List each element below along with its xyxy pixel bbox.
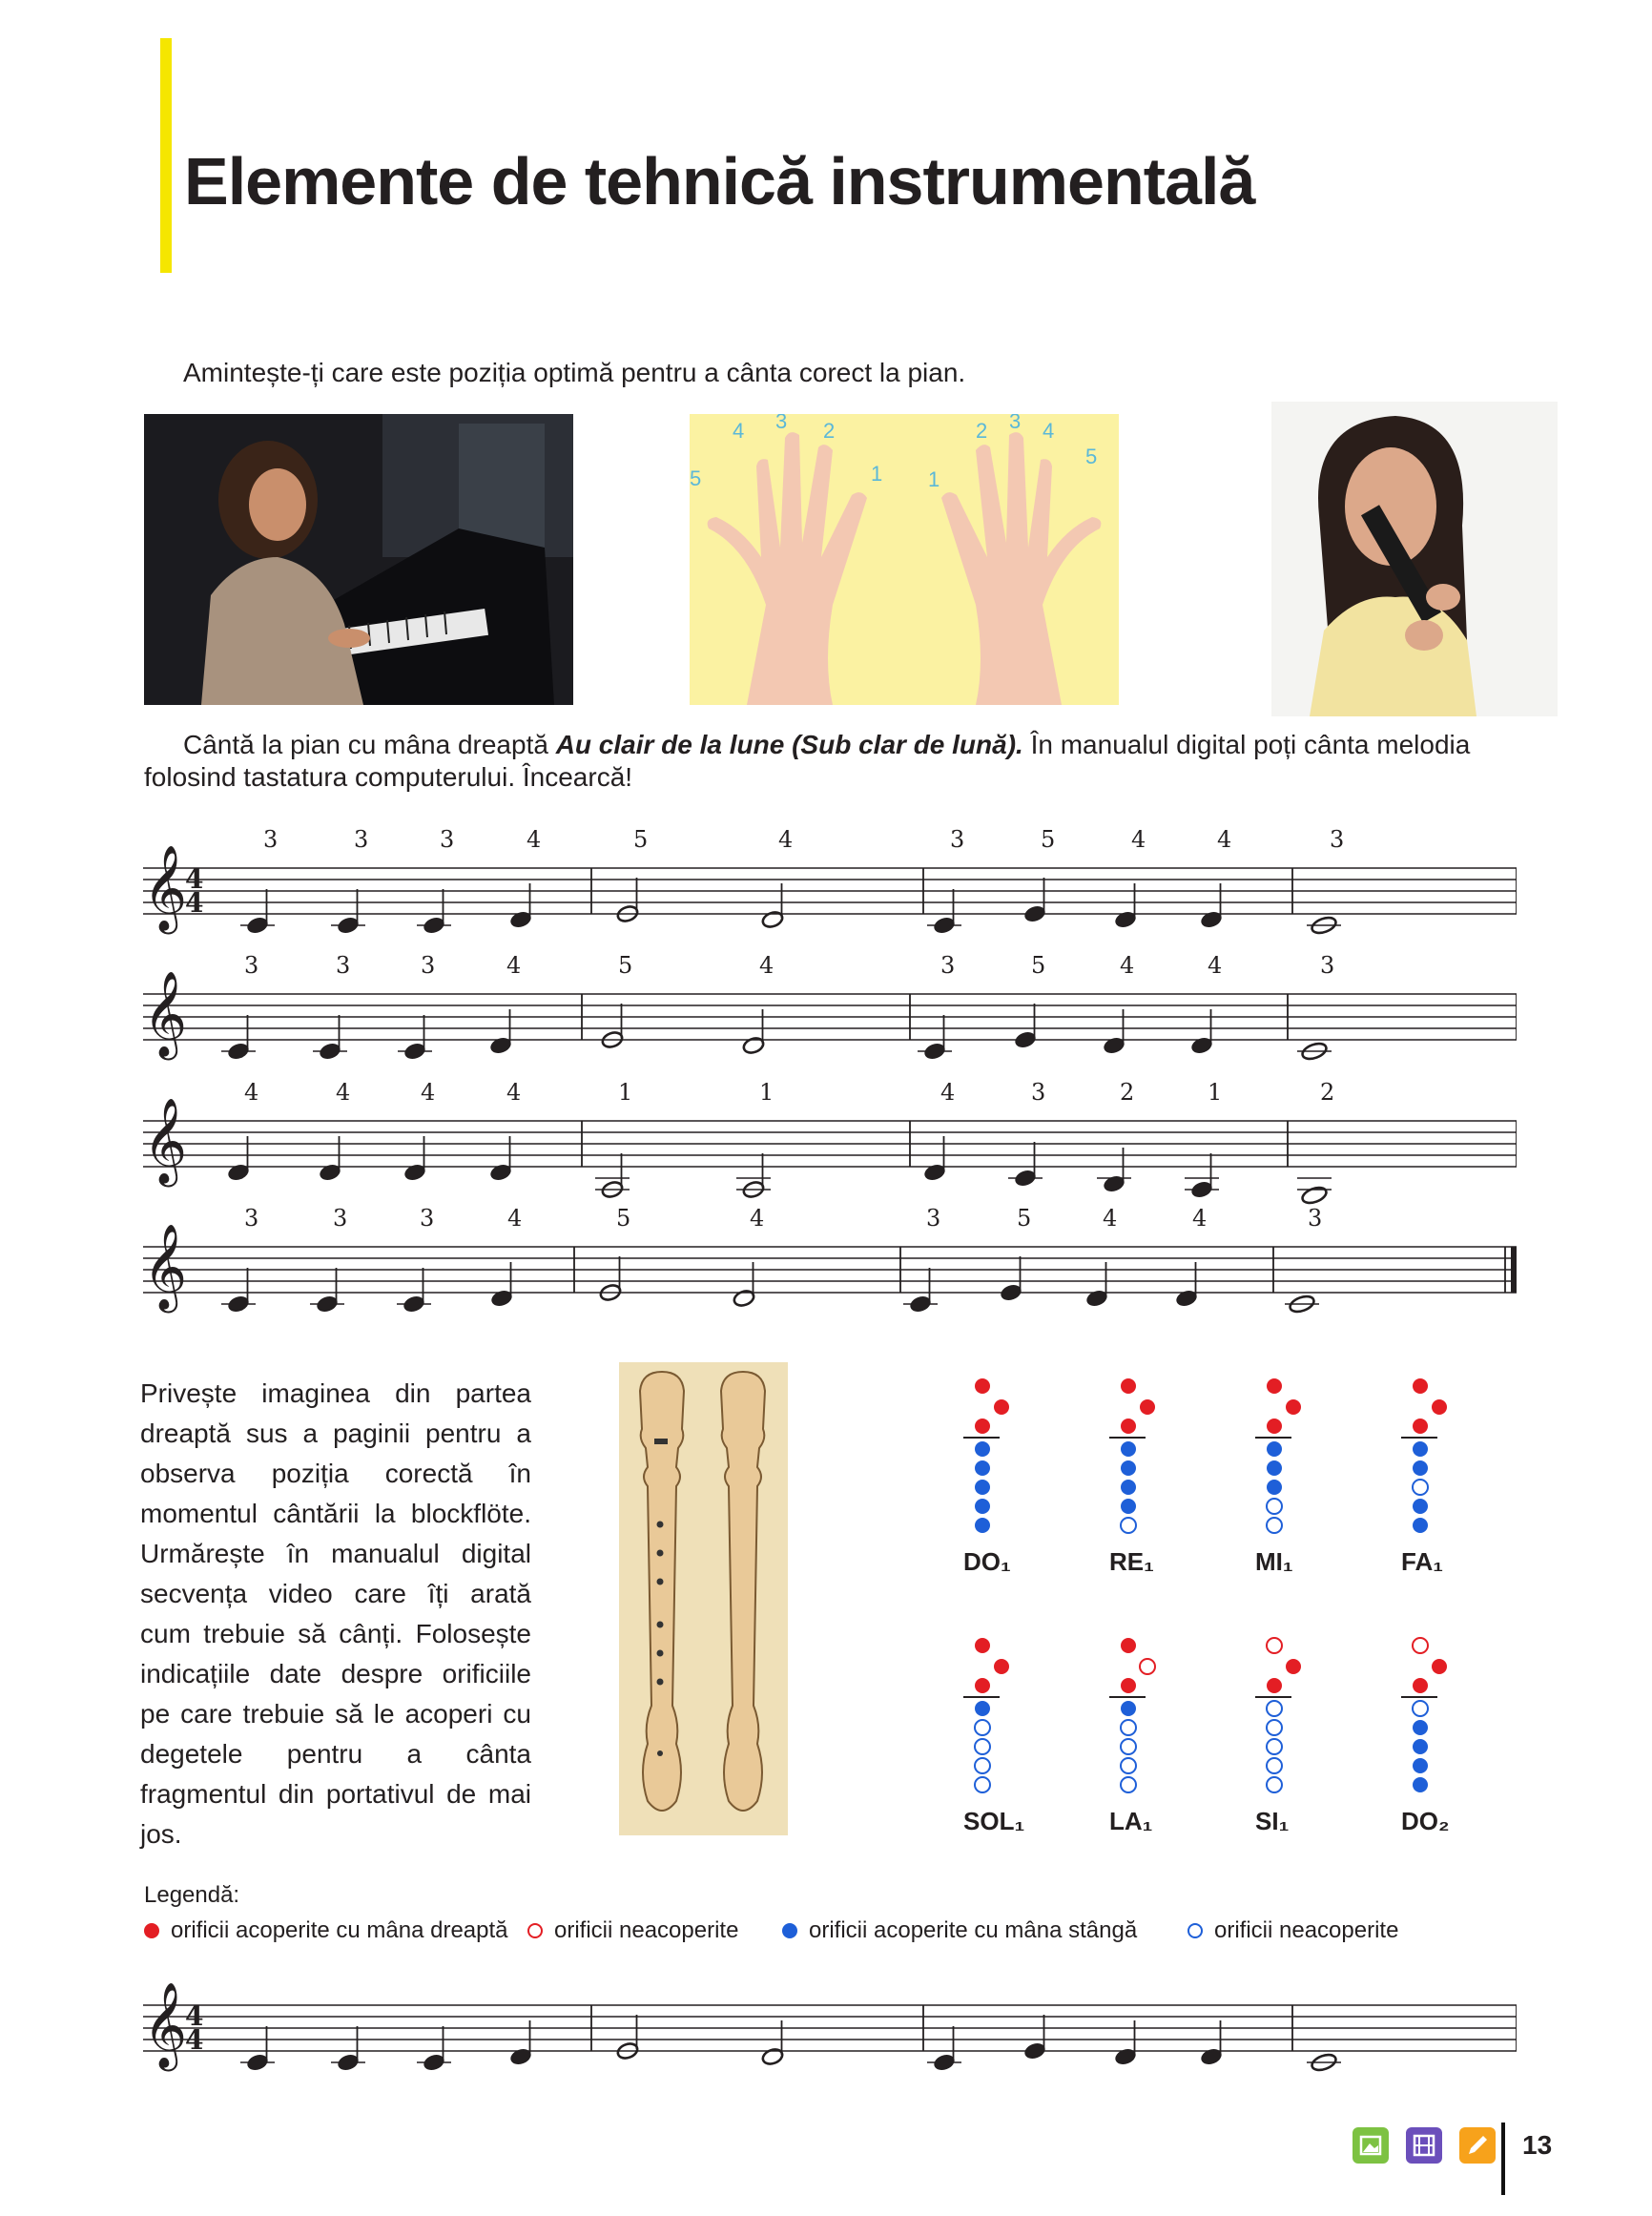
finger-number: 1	[928, 467, 940, 491]
covered-hole-icon	[1267, 1460, 1282, 1476]
music-staff	[143, 954, 1517, 1078]
open-hole-icon	[1121, 1758, 1136, 1773]
open-hole-icon	[975, 1758, 990, 1773]
fingering-diagram	[1255, 1378, 1301, 1576]
covered-hole-icon	[994, 1659, 1009, 1674]
note-head	[733, 1289, 756, 1308]
note-head	[423, 2053, 446, 2072]
note-head	[227, 1042, 251, 1061]
instruction-rest: În manualul digital poți cânta melodia folosind tastatura computerului. Încearcă!	[144, 730, 1471, 792]
finger-number: 4	[1217, 828, 1232, 853]
finger-number: 4	[759, 954, 774, 979]
note-head	[489, 1036, 513, 1055]
footer-divider	[1501, 2123, 1505, 2195]
recorder-instructions: Privește imaginea din partea dreaptă sus a paginii pentru a observa poziția corectă în momentul cântării la blockflöte. Urmărește în manualul digital secvența video care îți arată cum trebuie să cânți. Folosește indicațiile date despre orificiile pe care trebuie să le acoperi cu degetele pentru a cânta fragmentul din portativul de mai jos.	[140, 1378, 531, 1849]
note-head	[1023, 2041, 1047, 2061]
finger-number: 1	[1208, 1081, 1223, 1106]
covered-hole-icon	[1121, 1441, 1136, 1457]
music-staff	[143, 1081, 1517, 1205]
covered-hole-icon	[1140, 1399, 1155, 1415]
covered-hole-icon	[975, 1701, 990, 1716]
finger-number: 3	[1320, 954, 1335, 979]
blue-empty-dot-icon	[1187, 1923, 1203, 1938]
covered-hole-icon	[1413, 1758, 1428, 1773]
open-hole-icon	[1121, 1739, 1136, 1754]
open-hole-icon	[1121, 1777, 1136, 1792]
note-name-label: DO₂	[1401, 1807, 1450, 1835]
covered-hole-icon	[1121, 1480, 1136, 1495]
covered-hole-icon	[1121, 1499, 1136, 1514]
note-head	[423, 916, 446, 935]
finger-number: 4	[1192, 1207, 1208, 1232]
open-hole-icon	[1140, 1659, 1155, 1674]
legend-item	[527, 1917, 738, 1944]
video-icon[interactable]	[1406, 2127, 1442, 2164]
note-head	[761, 2047, 785, 2066]
note-head	[490, 1289, 514, 1308]
note-head	[923, 1163, 947, 1182]
red-filled-dot-icon	[144, 1923, 159, 1938]
finger-number: 3	[336, 954, 351, 979]
song-title: Au clair de la lune (Sub clar de lună).	[555, 730, 1023, 759]
finger-number: 4	[1103, 1207, 1118, 1232]
finger-number: 3	[421, 954, 436, 979]
note-head	[909, 1294, 933, 1314]
finger-number: 2	[1320, 1081, 1335, 1106]
legend-title: Legendă:	[144, 1882, 240, 1908]
finger-number: 1	[871, 462, 883, 486]
note-head	[1200, 2047, 1224, 2066]
finger-number: 3	[244, 1207, 259, 1232]
finger-number: 4	[940, 1081, 956, 1106]
covered-hole-icon	[1121, 1378, 1136, 1394]
open-hole-icon	[1121, 1720, 1136, 1735]
pencil-icon[interactable]	[1459, 2127, 1496, 2164]
finger-number: 4	[1043, 419, 1055, 443]
finger-number: 5	[690, 466, 702, 490]
finger-number: 4	[336, 1081, 351, 1106]
finger-number: 4	[778, 828, 794, 853]
covered-hole-icon	[975, 1460, 990, 1476]
note-head	[509, 2047, 533, 2066]
covered-hole-icon	[1267, 1441, 1282, 1457]
finger-number: 1	[759, 1081, 774, 1106]
legend-label: orificii acoperite cu mâna stângă	[809, 1917, 1138, 1943]
covered-hole-icon	[1286, 1399, 1301, 1415]
blue-filled-dot-icon	[782, 1923, 797, 1938]
treble-clef-icon: 𝄞	[143, 845, 188, 931]
finger-number: 5	[1041, 828, 1056, 853]
finger-number: 4	[506, 1081, 522, 1106]
note-head	[319, 1163, 342, 1182]
covered-hole-icon	[1413, 1441, 1428, 1457]
covered-hole-icon	[1267, 1480, 1282, 1495]
covered-hole-icon	[1413, 1460, 1428, 1476]
finger-number: 4	[506, 954, 522, 979]
finger-number: 4	[733, 419, 745, 443]
time-signature-top: 4	[185, 2000, 204, 2032]
covered-hole-icon	[1121, 1460, 1136, 1476]
legend-item	[1187, 1917, 1398, 1944]
covered-hole-icon	[975, 1638, 990, 1653]
finger-number: 4	[244, 1081, 259, 1106]
note-head	[1200, 910, 1224, 929]
legend-item	[782, 1917, 1137, 1944]
covered-hole-icon	[1121, 1701, 1136, 1716]
note-head	[1103, 1174, 1126, 1193]
finger-number: 3	[1009, 414, 1022, 433]
treble-clef-icon: 𝄞	[143, 971, 188, 1057]
final-bar-line	[1511, 1247, 1517, 1293]
covered-hole-icon	[1267, 1378, 1282, 1394]
covered-hole-icon	[1413, 1378, 1428, 1394]
fingering-diagram	[1401, 1638, 1450, 1835]
note-head	[337, 2053, 361, 2072]
covered-hole-icon	[1413, 1739, 1428, 1754]
open-hole-icon	[1413, 1638, 1428, 1653]
finger-number: 3	[1308, 1207, 1323, 1232]
legend-label: orificii acoperite cu mâna dreaptă	[171, 1917, 508, 1943]
open-hole-icon	[1267, 1777, 1282, 1792]
finger-number: 2	[976, 419, 988, 443]
covered-hole-icon	[1121, 1678, 1136, 1693]
finger-number: 3	[950, 828, 965, 853]
page-title: Elemente de tehnică instrumentală	[184, 144, 1255, 218]
note-head	[489, 1163, 513, 1182]
open-hole-icon	[1121, 1518, 1136, 1533]
finger-number: 5	[616, 1207, 631, 1232]
open-hole-icon	[1267, 1518, 1282, 1533]
recorder-player-photo	[1271, 402, 1558, 716]
finger-number: 3	[263, 828, 279, 853]
note-head	[1114, 910, 1138, 929]
fingering-diagram	[963, 1638, 1024, 1835]
note-head	[1023, 904, 1047, 923]
legend-item	[144, 1917, 508, 1944]
note-head	[742, 1036, 766, 1055]
legend-label: orificii neacoperite	[1214, 1917, 1399, 1943]
covered-hole-icon	[1267, 1419, 1282, 1434]
covered-hole-icon	[1413, 1499, 1428, 1514]
note-head	[1014, 1030, 1038, 1049]
open-hole-icon	[1267, 1499, 1282, 1514]
finger-number: 3	[440, 828, 455, 853]
note-head	[227, 1163, 251, 1182]
music-staff	[143, 1207, 1517, 1331]
note-head	[509, 910, 533, 929]
note-head	[1190, 1036, 1214, 1055]
treble-clef-icon: 𝄞	[143, 1224, 188, 1310]
covered-hole-icon	[975, 1419, 990, 1434]
open-hole-icon	[1267, 1720, 1282, 1735]
finger-number: 4	[1120, 954, 1135, 979]
treble-clef-icon: 𝄞	[143, 1982, 188, 2068]
note-name-label: LA₁	[1109, 1807, 1153, 1835]
note-head	[316, 1294, 340, 1314]
open-hole-icon	[1413, 1701, 1428, 1716]
note-name-label: MI₁	[1255, 1547, 1293, 1576]
page-number: 13	[1522, 2130, 1553, 2160]
time-signature-bottom: 4	[185, 2024, 204, 2056]
fingering-diagram	[1109, 1378, 1155, 1576]
covered-hole-icon	[994, 1399, 1009, 1415]
note-head	[1114, 2047, 1138, 2066]
finger-number: 3	[1330, 828, 1345, 853]
finger-number: 5	[633, 828, 649, 853]
image-icon[interactable]	[1353, 2127, 1389, 2164]
note-head	[337, 916, 361, 935]
fingering-diagram	[1109, 1638, 1155, 1835]
instruction-text	[144, 729, 1527, 794]
open-hole-icon	[1267, 1701, 1282, 1716]
finger-number: 3	[354, 828, 369, 853]
note-head	[923, 1042, 947, 1061]
note-head	[319, 1042, 342, 1061]
note-head	[1085, 1289, 1109, 1308]
covered-hole-icon	[975, 1678, 990, 1693]
fingering-diagram	[963, 1378, 1011, 1576]
note-head	[933, 2053, 957, 2072]
covered-hole-icon	[1413, 1720, 1428, 1735]
finger-number: 4	[1208, 954, 1223, 979]
note-head	[761, 910, 785, 929]
note-name-label: SOL₁	[963, 1807, 1025, 1835]
covered-hole-icon	[975, 1499, 990, 1514]
open-hole-icon	[1267, 1638, 1282, 1653]
covered-hole-icon	[1286, 1659, 1301, 1674]
open-hole-icon	[975, 1720, 990, 1735]
instruction-lead: Cântă la pian cu mâna dreaptă	[183, 730, 556, 759]
covered-hole-icon	[1121, 1638, 1136, 1653]
covered-hole-icon	[975, 1518, 990, 1533]
covered-hole-icon	[975, 1378, 990, 1394]
red-empty-dot-icon	[527, 1923, 543, 1938]
covered-hole-icon	[1413, 1419, 1428, 1434]
time-signature-bottom: 4	[185, 887, 204, 919]
covered-hole-icon	[1413, 1777, 1428, 1792]
covered-hole-icon	[1267, 1678, 1282, 1693]
finger-number: 4	[750, 1207, 765, 1232]
intro-text: Amintește-ți care este poziția optimă pentru a cânta corect la pian.	[183, 358, 966, 387]
finger-number: 5	[618, 954, 633, 979]
finger-number: 3	[926, 1207, 941, 1232]
note-head	[1175, 1289, 1199, 1308]
note-name-label: DO₁	[963, 1547, 1011, 1576]
recorder-illustration	[619, 1362, 788, 1835]
finger-number: 3	[420, 1207, 435, 1232]
finger-number: 4	[1131, 828, 1146, 853]
open-hole-icon	[975, 1777, 990, 1792]
finger-number: 4	[421, 1081, 436, 1106]
covered-hole-icon	[1432, 1399, 1447, 1415]
practice-staff	[143, 1965, 1517, 2089]
title-accent-bar	[160, 38, 172, 273]
note-name-label: SI₁	[1255, 1807, 1290, 1835]
finger-number: 5	[1031, 954, 1046, 979]
fingering-diagram	[1401, 1378, 1447, 1576]
covered-hole-icon	[1413, 1518, 1428, 1533]
covered-hole-icon	[1121, 1419, 1136, 1434]
open-hole-icon	[1413, 1480, 1428, 1495]
covered-hole-icon	[1432, 1659, 1447, 1674]
finger-number: 5	[1085, 445, 1098, 468]
note-head	[1300, 1185, 1328, 1205]
finger-number: 4	[527, 828, 542, 853]
open-hole-icon	[1267, 1739, 1282, 1754]
note-name-label: FA₁	[1401, 1547, 1443, 1576]
finger-number: 3	[1031, 1081, 1046, 1106]
note-head	[1103, 1036, 1126, 1055]
note-head	[246, 2053, 270, 2072]
note-head	[403, 1163, 427, 1182]
finger-number: 3	[333, 1207, 348, 1232]
hands-finger-numbers-photo	[690, 414, 1119, 705]
finger-number: 4	[507, 1207, 523, 1232]
fingering-diagram	[1255, 1638, 1301, 1835]
covered-hole-icon	[975, 1480, 990, 1495]
finger-number: 2	[823, 419, 836, 443]
note-head	[1014, 1169, 1038, 1188]
finger-number: 2	[1120, 1081, 1135, 1106]
note-head	[227, 1294, 251, 1314]
music-staff	[143, 828, 1517, 952]
open-hole-icon	[975, 1739, 990, 1754]
open-hole-icon	[1267, 1758, 1282, 1773]
note-name-label: RE₁	[1109, 1547, 1154, 1576]
finger-number: 3	[940, 954, 956, 979]
note-head	[933, 916, 957, 935]
note-head	[1000, 1283, 1023, 1302]
note-head	[1190, 1180, 1214, 1199]
legend-label: orificii neacoperite	[554, 1917, 739, 1943]
time-signature-top: 4	[185, 863, 204, 895]
finger-number: 1	[618, 1081, 633, 1106]
note-head	[403, 1042, 427, 1061]
note-head	[403, 1294, 426, 1314]
treble-clef-icon: 𝄞	[143, 1098, 188, 1184]
finger-number: 3	[244, 954, 259, 979]
covered-hole-icon	[1413, 1678, 1428, 1693]
finger-number: 3	[775, 414, 788, 433]
note-head	[246, 916, 270, 935]
covered-hole-icon	[975, 1441, 990, 1457]
finger-number: 5	[1017, 1207, 1032, 1232]
piano-player-photo	[144, 414, 573, 705]
fingering-chart	[944, 1359, 1536, 1865]
